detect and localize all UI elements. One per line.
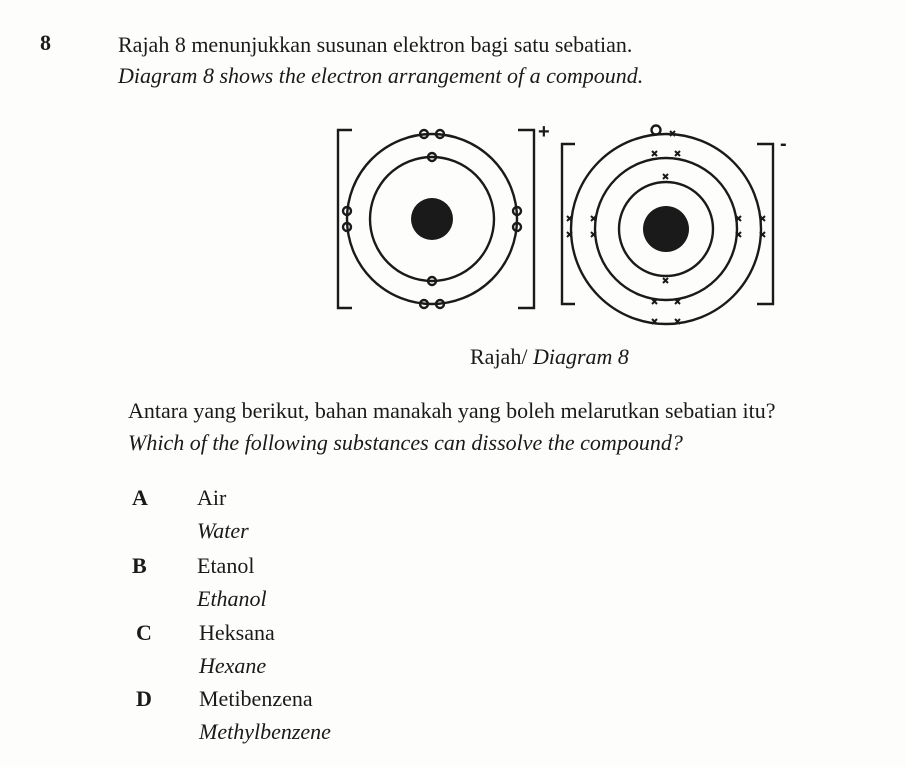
option-d-malay: Metibenzena — [199, 686, 313, 711]
cation-right-bracket — [518, 130, 534, 308]
electron-arrangement-diagram — [320, 112, 790, 334]
option-d-letter: D — [136, 686, 152, 711]
diagram-caption-english: Diagram 8 — [532, 344, 629, 369]
question-stem-english: Diagram 8 shows the electron arrangement of a compound. — [118, 63, 644, 88]
anion-electron-cross — [663, 278, 668, 283]
prompt-malay: Antara yang berikut, bahan manakah yang boleh melarutkan sebatian itu? — [128, 398, 776, 423]
prompt-english: Which of the following substances can dissolve the compound? — [128, 430, 683, 455]
anion-electron-cross — [675, 151, 680, 156]
anion-right-bracket — [757, 144, 773, 304]
question-stem-malay: Rajah 8 menunjukkan susunan elektron bagi satu sebatian. — [118, 32, 633, 57]
anion-electron-cross — [652, 151, 657, 156]
cation-charge: + — [538, 121, 550, 143]
option-a-letter: A — [132, 485, 148, 510]
question-number: 8 — [40, 30, 51, 55]
cation-nucleus — [411, 198, 453, 240]
option-a-malay: Air — [197, 485, 227, 510]
option-b-malay: Etanol — [197, 553, 255, 578]
anion-nucleus — [643, 206, 689, 252]
option-c-malay: Heksana — [199, 620, 275, 645]
option-c-letter: C — [136, 620, 152, 645]
cation-left-bracket — [338, 130, 352, 308]
anion-left-bracket — [562, 144, 575, 304]
anion-charge: - — [780, 133, 787, 155]
diagram-caption-malay: Rajah/ — [470, 344, 528, 369]
option-c-english: Hexane — [199, 653, 267, 678]
option-a-english: Water — [197, 518, 249, 543]
option-d-english: Methylbenzene — [199, 719, 331, 744]
diagram-caption — [470, 346, 629, 368]
option-b-english: Ethanol — [197, 586, 267, 611]
option-b-letter: B — [132, 553, 147, 578]
anion-electron-cross — [663, 174, 668, 179]
anion-gained-electron — [652, 126, 661, 135]
